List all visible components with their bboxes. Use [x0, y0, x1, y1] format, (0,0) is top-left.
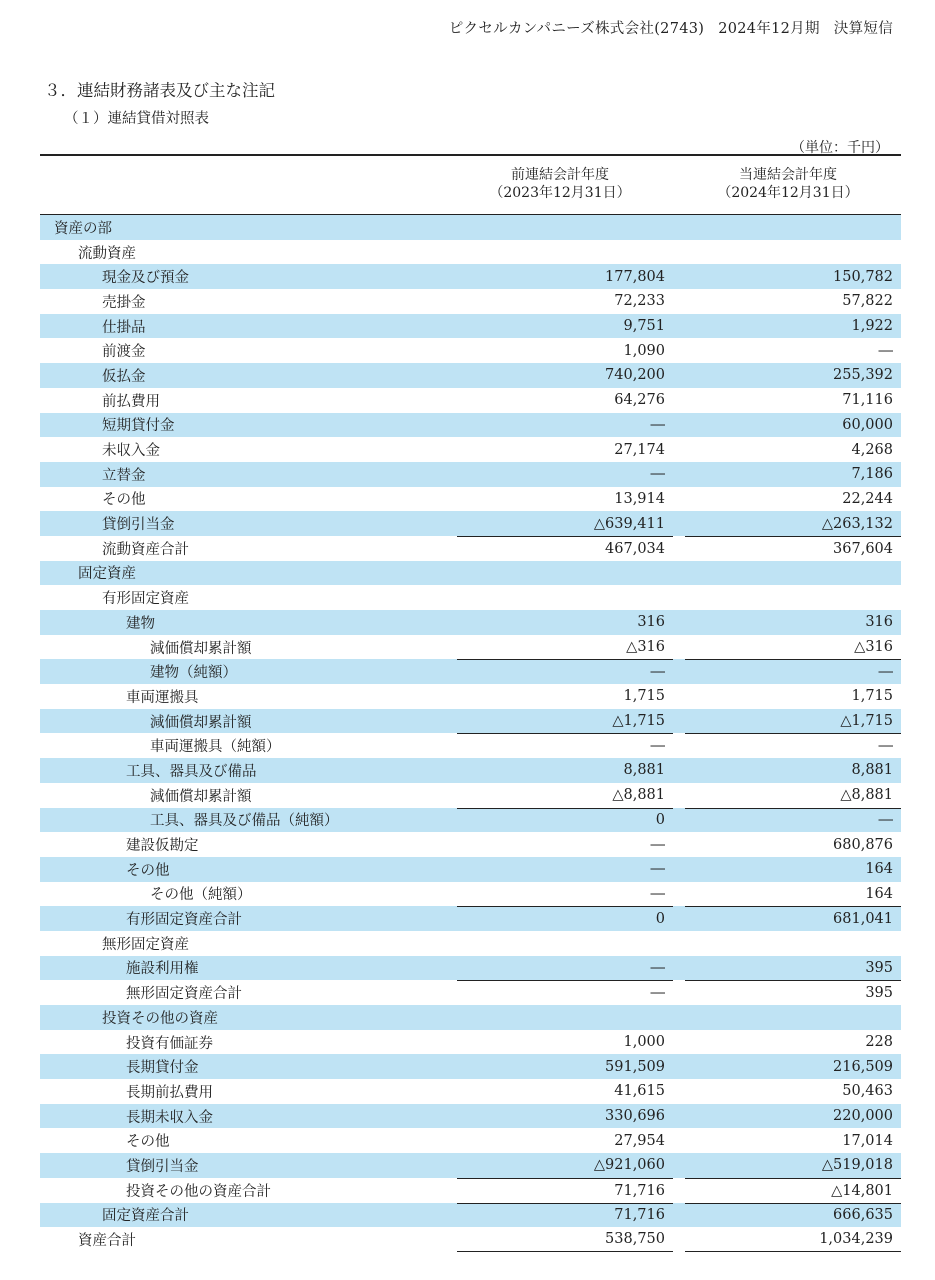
table-row — [40, 709, 901, 734]
curr-year-value: △8,881 — [840, 787, 893, 804]
curr-year-value: 50,463 — [842, 1083, 893, 1100]
table-row — [40, 338, 901, 363]
prev-year-value: ― — [650, 466, 665, 483]
curr-year-value: 1,034,239 — [685, 1227, 901, 1252]
prev-year-value: 72,233 — [614, 293, 665, 310]
prev-year-value: ― — [650, 416, 665, 433]
prev-year-value: △1,715 — [612, 713, 665, 730]
row-label: 資産の部 — [54, 220, 112, 237]
row-label: 投資その他の資産合計 — [126, 1183, 271, 1200]
row-label: 建物 — [126, 615, 155, 632]
row-label: 建物（純額） — [150, 665, 237, 682]
row-label: 未収入金 — [102, 443, 160, 460]
curr-year-value: 220,000 — [833, 1108, 893, 1125]
row-label: その他（純額） — [150, 887, 252, 904]
row-label: 無形固定資産合計 — [126, 986, 242, 1003]
curr-year-value: 164 — [865, 861, 893, 878]
curr-year-value: ― — [685, 733, 901, 758]
curr-year-value: 395 — [865, 959, 893, 976]
row-label: 投資有価証券 — [126, 1035, 213, 1052]
curr-year-value: 17,014 — [842, 1132, 893, 1149]
row-label: 長期貸付金 — [126, 1060, 199, 1077]
row-label: 短期貸付金 — [102, 418, 175, 435]
curr-year-value: 666,635 — [685, 1203, 901, 1228]
prev-year-column-header — [445, 166, 675, 202]
table-row — [40, 1104, 901, 1129]
table-row — [40, 733, 901, 758]
prev-year-value: 8,881 — [623, 762, 665, 779]
prev-year-value: 740,200 — [605, 367, 665, 384]
prev-year-value: 9,751 — [623, 318, 665, 335]
table-row — [40, 1079, 901, 1104]
prev-year-value: ― — [457, 733, 673, 758]
row-label: 無形固定資産 — [102, 936, 189, 953]
prev-year-value: 316 — [637, 614, 665, 631]
prev-year-value: 0 — [457, 906, 673, 931]
table-row — [40, 931, 901, 956]
curr-year-value: 395 — [685, 980, 901, 1005]
row-label: その他 — [126, 1134, 170, 1151]
prev-year-value: 64,276 — [614, 392, 665, 409]
prev-year-value: ― — [457, 659, 673, 684]
prev-year-value: 13,914 — [614, 490, 665, 507]
curr-year-value: 681,041 — [685, 906, 901, 931]
curr-year-value: 316 — [865, 614, 893, 631]
prev-year-value: ― — [650, 885, 665, 902]
prev-year-value: ― — [650, 959, 665, 976]
row-label: 長期未収入金 — [126, 1109, 213, 1126]
curr-year-value: 60,000 — [842, 416, 893, 433]
prev-year-value: 538,750 — [457, 1227, 673, 1252]
row-label: 車両運搬具（純額） — [150, 739, 281, 756]
curr-year-value: △519,018 — [821, 1157, 893, 1174]
row-label: 工具、器具及び備品（純額） — [150, 813, 339, 830]
subsection-title: （１）連結貸借対照表 — [64, 111, 209, 127]
prev-year-value: 41,615 — [614, 1083, 665, 1100]
prev-year-value: △921,060 — [593, 1157, 665, 1174]
row-label: その他 — [126, 862, 170, 879]
table-row — [40, 240, 901, 265]
curr-year-value: 7,186 — [851, 466, 893, 483]
table-row — [40, 1203, 901, 1228]
table-row — [40, 635, 901, 660]
curr-year-value: 1,715 — [851, 688, 893, 705]
prev-year-title: 前連結会計年度 — [511, 167, 609, 183]
row-label: 流動資産 — [78, 245, 136, 262]
table-row — [40, 1227, 901, 1252]
fiscal-period: 2024年12月期 — [718, 21, 820, 37]
table-row — [40, 1128, 901, 1153]
table-row — [40, 832, 901, 857]
curr-year-value — [685, 240, 901, 265]
table-row — [40, 610, 901, 635]
curr-year-value: 57,822 — [842, 293, 893, 310]
prev-year-value — [457, 561, 673, 586]
row-label: 減価償却累計額 — [150, 714, 252, 731]
row-label: 売掛金 — [102, 294, 146, 311]
row-label: 減価償却累計額 — [150, 640, 252, 657]
document-type: 決算短信 — [833, 21, 893, 37]
table-row — [40, 758, 901, 783]
table-row — [40, 388, 901, 413]
table-row — [40, 684, 901, 709]
row-label: 貸倒引当金 — [126, 1158, 199, 1175]
curr-year-column-header — [673, 166, 903, 202]
curr-year-value: 1,922 — [851, 318, 893, 335]
row-label: 前払費用 — [102, 393, 160, 410]
curr-year-title: 当連結会計年度 — [739, 167, 837, 183]
curr-year-value: 4,268 — [851, 441, 893, 458]
prev-year-date: （2023年12月31日） — [489, 185, 631, 201]
prev-year-value: 1,000 — [623, 1034, 665, 1051]
row-label: 現金及び預金 — [102, 270, 189, 287]
prev-year-value: 177,804 — [605, 268, 665, 285]
row-label: 流動資産合計 — [102, 541, 189, 558]
prev-year-value: 27,174 — [614, 441, 665, 458]
row-label: 減価償却累計額 — [150, 788, 252, 805]
prev-year-value: 1,715 — [623, 688, 665, 705]
table-row — [40, 363, 901, 388]
curr-year-value: △14,801 — [685, 1178, 901, 1203]
prev-year-value — [457, 585, 673, 610]
row-label: 投資その他の資産 — [102, 1010, 218, 1027]
table-row — [40, 487, 901, 512]
company-name: ピクセルカンパニーズ株式会社(2743) — [448, 21, 705, 37]
curr-year-value: ― — [685, 808, 901, 833]
table-row — [40, 1054, 901, 1079]
prev-year-value: 27,954 — [614, 1132, 665, 1149]
table-row — [40, 314, 901, 339]
prev-year-value: 71,716 — [457, 1178, 673, 1203]
prev-year-value: 330,696 — [605, 1108, 665, 1125]
curr-year-date: （2024年12月31日） — [717, 185, 859, 201]
prev-year-value — [457, 215, 673, 240]
prev-year-value: 591,509 — [605, 1058, 665, 1075]
curr-year-value: ― — [685, 659, 901, 684]
table-row — [40, 906, 901, 931]
curr-year-value — [685, 561, 901, 586]
table-body — [40, 215, 901, 1252]
row-label: 仕掛品 — [102, 319, 146, 336]
curr-year-value: △1,715 — [840, 713, 893, 730]
curr-year-value: △316 — [854, 639, 893, 656]
table-row — [40, 437, 901, 462]
curr-year-value — [685, 585, 901, 610]
table-row — [40, 659, 901, 684]
row-label: 固定資産 — [78, 566, 136, 583]
table-row — [40, 215, 901, 240]
curr-year-value — [685, 931, 901, 956]
row-label: 前渡金 — [102, 344, 146, 361]
table-row — [40, 857, 901, 882]
table-row — [40, 462, 901, 487]
prev-year-value: △639,411 — [593, 515, 665, 532]
row-label: 工具、器具及び備品 — [126, 763, 257, 780]
curr-year-value: 680,876 — [833, 836, 893, 853]
table-row — [40, 980, 901, 1005]
table-header — [40, 154, 901, 215]
table-row — [40, 882, 901, 907]
prev-year-value: 467,034 — [457, 536, 673, 561]
row-label: 長期前払費用 — [126, 1084, 213, 1101]
row-label: その他 — [102, 492, 146, 509]
unit-label: （単位：千円） — [791, 140, 889, 156]
curr-year-value: 8,881 — [851, 762, 893, 779]
row-label: 資産合計 — [78, 1233, 136, 1250]
row-label: 仮払金 — [102, 368, 146, 385]
curr-year-value: 150,782 — [833, 268, 893, 285]
prev-year-value: △316 — [626, 639, 665, 656]
table-row — [40, 1005, 901, 1030]
section-title: ３．連結財務諸表及び主な注記 — [44, 81, 275, 100]
row-label: 建設仮勘定 — [126, 838, 199, 855]
table-row — [40, 264, 901, 289]
balance-sheet-table — [40, 154, 901, 1252]
prev-year-value: 1,090 — [623, 342, 665, 359]
curr-year-value: ― — [878, 342, 893, 359]
curr-year-value: 71,116 — [842, 392, 893, 409]
document-header — [435, 17, 893, 38]
curr-year-value: △263,132 — [821, 515, 893, 532]
curr-year-value: 216,509 — [833, 1058, 893, 1075]
row-label: 貸倒引当金 — [102, 517, 175, 534]
prev-year-value — [457, 1005, 673, 1030]
row-label: 有形固定資産 — [102, 591, 189, 608]
table-row — [40, 1178, 901, 1203]
curr-year-value: 255,392 — [833, 367, 893, 384]
table-row — [40, 585, 901, 610]
row-label: 車両運搬具 — [126, 689, 199, 706]
table-row — [40, 783, 901, 808]
row-label: 施設利用権 — [126, 961, 199, 978]
curr-year-value — [685, 215, 901, 240]
prev-year-value: 71,716 — [457, 1203, 673, 1228]
table-row — [40, 956, 901, 981]
prev-year-value — [457, 240, 673, 265]
table-row — [40, 561, 901, 586]
prev-year-value: △8,881 — [612, 787, 665, 804]
prev-year-value: ― — [650, 836, 665, 853]
curr-year-value: 367,604 — [685, 536, 901, 561]
table-row — [40, 289, 901, 314]
table-row — [40, 413, 901, 438]
prev-year-value: ― — [457, 980, 673, 1005]
table-row — [40, 1153, 901, 1178]
row-label: 固定資産合計 — [102, 1208, 189, 1225]
prev-year-value — [457, 931, 673, 956]
row-label: 立替金 — [102, 467, 146, 484]
table-row — [40, 511, 901, 536]
curr-year-value — [685, 1005, 901, 1030]
row-label: 有形固定資産合計 — [126, 912, 242, 929]
curr-year-value: 164 — [865, 885, 893, 902]
prev-year-value: 0 — [457, 808, 673, 833]
prev-year-value: ― — [650, 861, 665, 878]
curr-year-value: 228 — [865, 1034, 893, 1051]
table-row — [40, 536, 901, 561]
table-row — [40, 1030, 901, 1055]
table-row — [40, 808, 901, 833]
curr-year-value: 22,244 — [842, 490, 893, 507]
